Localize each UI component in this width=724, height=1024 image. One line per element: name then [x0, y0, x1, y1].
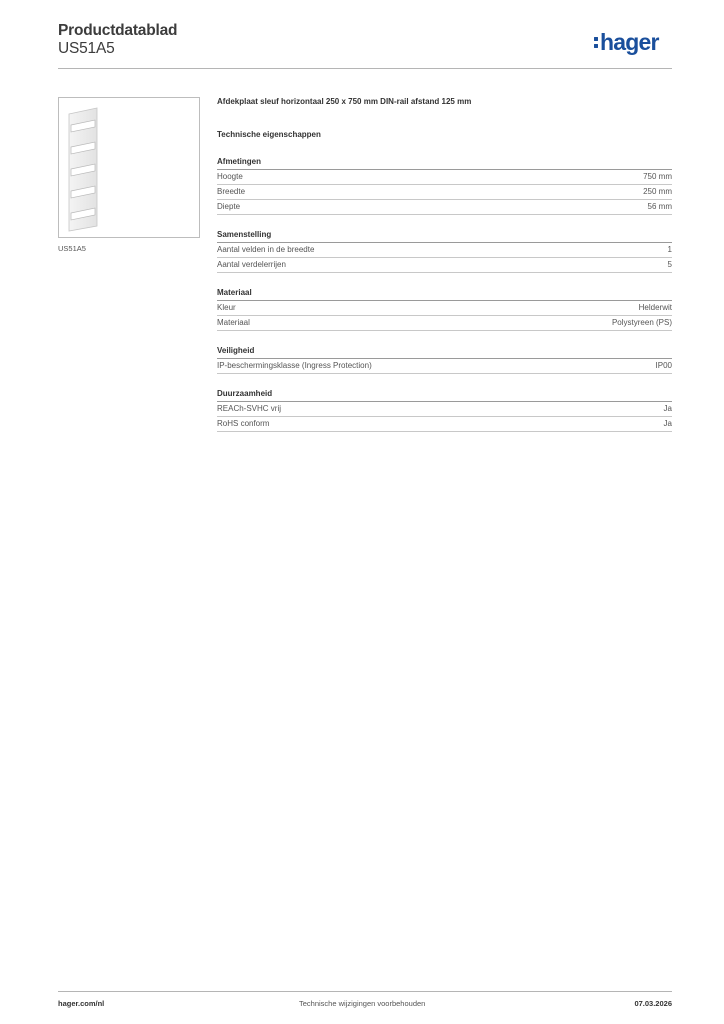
logo-wordmark: hager [600, 28, 659, 55]
spec-label: Aantal velden in de breedte [217, 245, 315, 254]
spec-value: 250 mm [643, 187, 672, 196]
spec-label: Breedte [217, 187, 246, 196]
spec-label: Kleur [217, 303, 236, 312]
image-caption: US51A5 [58, 244, 86, 253]
specification-panel [217, 96, 672, 432]
technical-properties-heading: Technische eigenschappen [217, 130, 321, 139]
spec-value: IP00 [655, 361, 672, 370]
spec-section [217, 345, 672, 374]
spec-section-title: Duurzaamheid [217, 388, 672, 402]
spec-section [217, 156, 672, 215]
product-code: US51A5 [58, 40, 115, 57]
footer-divider [58, 991, 672, 992]
spec-row [217, 170, 672, 185]
spec-label: Aantal verdelerrijen [217, 260, 286, 269]
header-divider [58, 68, 672, 69]
page-title: Productdatablad [58, 22, 178, 39]
spec-value: Helderwit [638, 303, 672, 312]
footer-website: hager.com/nl [58, 999, 105, 1008]
spec-row [217, 185, 672, 200]
spec-section-title: Samenstelling [217, 229, 672, 243]
spec-row [217, 258, 672, 273]
spec-label: RoHS conform [217, 419, 270, 428]
spec-label: REACh-SVHC vrij [217, 404, 282, 413]
spec-label: Materiaal [217, 318, 250, 327]
spec-section [217, 388, 672, 432]
cover-plate-illustration [59, 98, 199, 237]
product-image [58, 97, 200, 238]
spec-section-title: Afmetingen [217, 156, 672, 170]
spec-row [217, 301, 672, 316]
spec-value: 1 [667, 245, 672, 254]
spec-value: 750 mm [643, 172, 672, 181]
spec-row [217, 359, 672, 374]
spec-row [217, 316, 672, 331]
footer-date: 07.03.2026 [634, 999, 672, 1008]
spec-value: 5 [667, 260, 672, 269]
spec-label: Diepte [217, 202, 241, 211]
spec-row [217, 417, 672, 432]
hager-logo [594, 27, 659, 57]
spec-value: 56 mm [647, 202, 672, 211]
spec-label: Hoogte [217, 172, 243, 181]
logo-colon-icon [594, 37, 598, 48]
spec-row [217, 200, 672, 215]
spec-row [217, 402, 672, 417]
spec-value: Ja [663, 419, 672, 428]
spec-label: IP-beschermingsklasse (Ingress Protection) [217, 361, 372, 370]
spec-row [217, 243, 672, 258]
spec-value: Polystyreen (PS) [611, 318, 672, 327]
spec-section [217, 229, 672, 273]
spec-value: Ja [663, 404, 672, 413]
spec-section-title: Veiligheid [217, 345, 672, 359]
spec-section [217, 287, 672, 331]
spec-section-title: Materiaal [217, 287, 672, 301]
product-description: Afdekplaat sleuf horizontaal 250 x 750 mm DIN-rail afstand 125 mm [217, 97, 472, 106]
footer-note: Technische wijzigingen voorbehouden [299, 999, 426, 1008]
